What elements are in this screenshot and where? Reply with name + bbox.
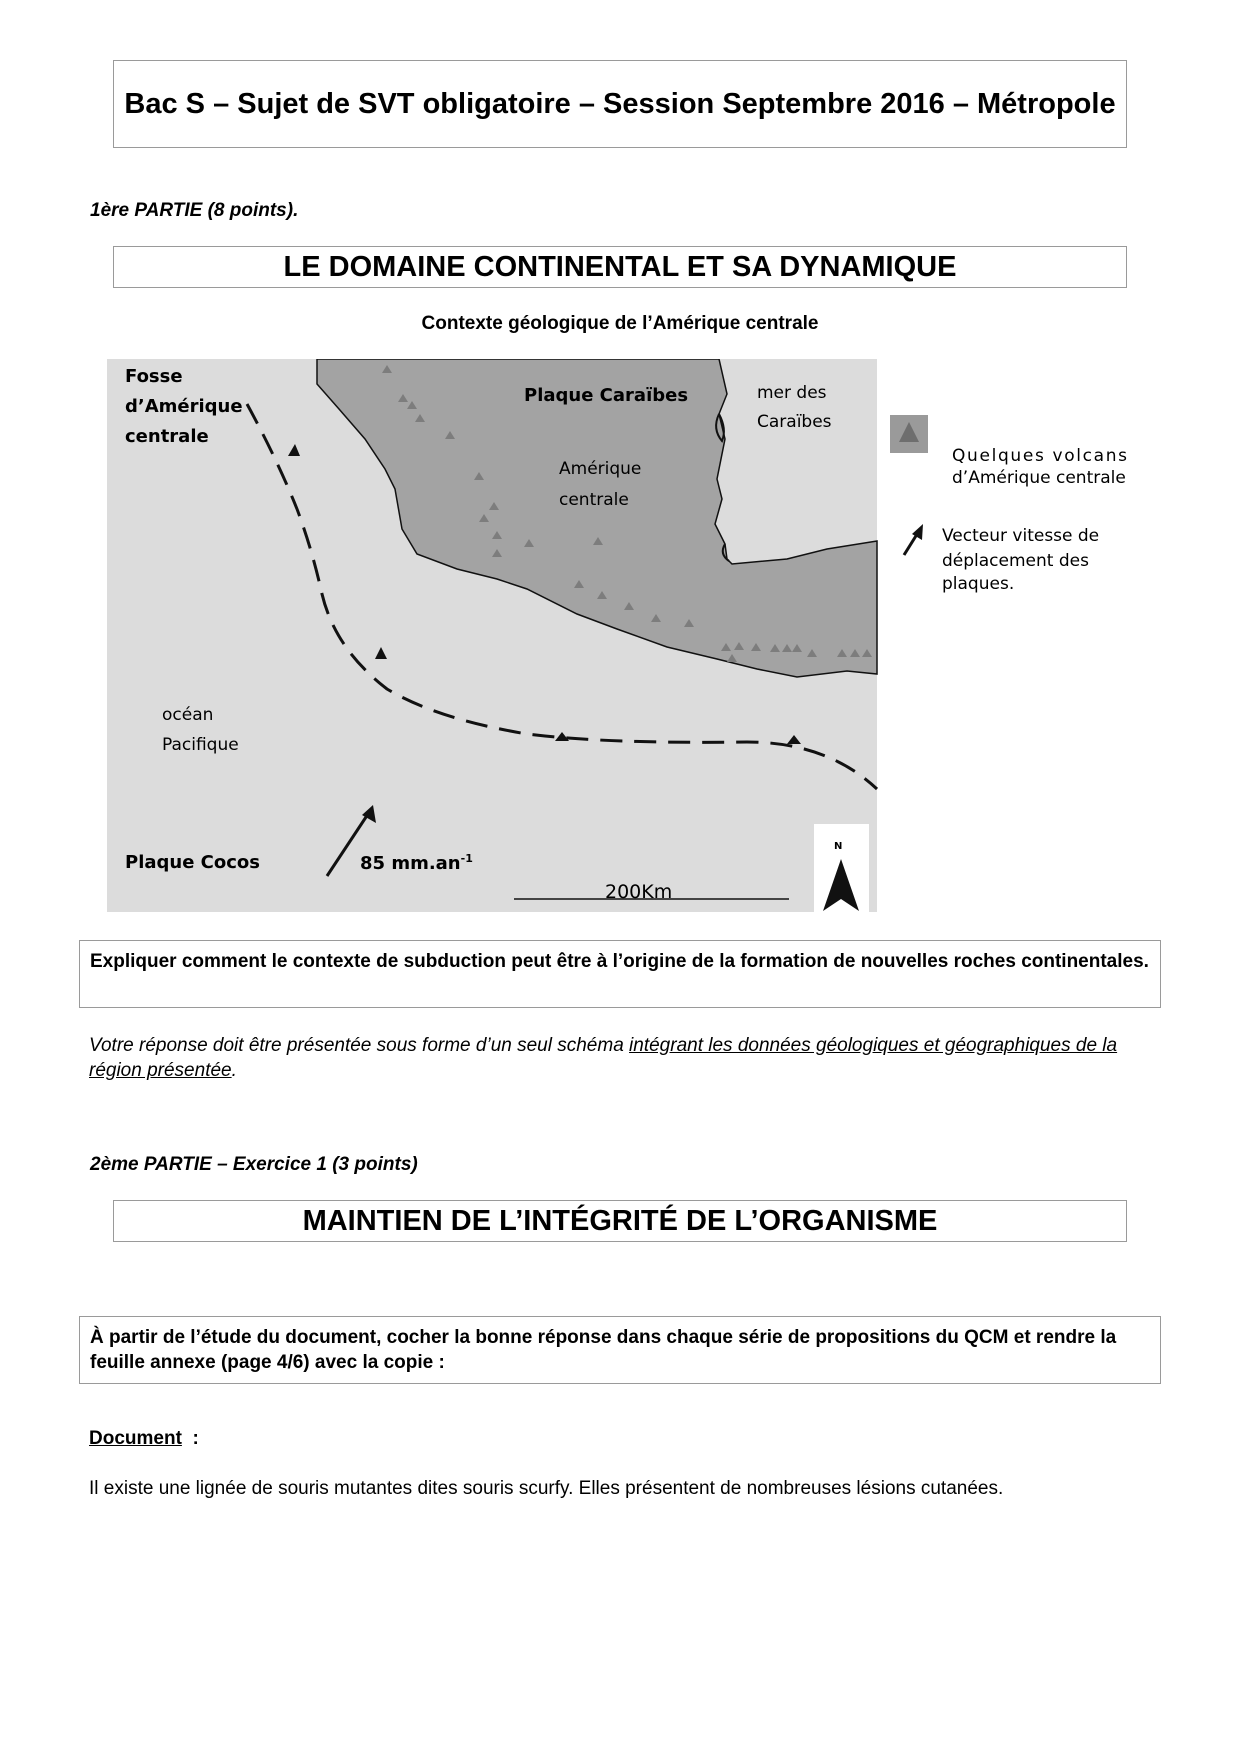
pacific-ocean-label: Pacifique bbox=[162, 735, 239, 755]
trench-label: Fosse bbox=[125, 366, 183, 387]
instruction-suffix: . bbox=[231, 1060, 237, 1081]
part1-heading-box bbox=[113, 246, 1127, 288]
document-heading bbox=[89, 1428, 199, 1450]
central-america-label: centrale bbox=[559, 490, 629, 510]
legend-volcano-label: d’Amérique centrale bbox=[952, 468, 1126, 488]
instruction-underlined-text: intégrant les données géologiques et géographiques de la région présentée bbox=[89, 1035, 1118, 1081]
central-america-label: Amérique bbox=[559, 459, 642, 479]
part2-question: À partir de l’étude du document, cocher la bonne réponse dans chaque série de propositions du QCM et rendre la feuille annexe (page 4/6) avec la copie : bbox=[90, 1327, 1117, 1373]
legend-vector-label: déplacement des bbox=[942, 551, 1089, 571]
trench-label: centrale bbox=[125, 426, 209, 447]
instruction-text: Votre réponse doit être présentée sous forme d’un seul schéma bbox=[89, 1035, 630, 1056]
document-text: Il existe une lignée de souris mutantes dites souris scurfy. Elles présentent de nombreuses lésions cutanées. bbox=[89, 1478, 1004, 1499]
header-title-box bbox=[113, 60, 1127, 148]
caribbean-sea-label: Caraïbes bbox=[757, 412, 832, 432]
part2-question-box bbox=[79, 1316, 1161, 1384]
part2-heading-box bbox=[113, 1200, 1127, 1242]
geology-map-figure bbox=[107, 359, 1127, 912]
document-label: Document bbox=[89, 1428, 182, 1449]
document-colon: : bbox=[192, 1428, 199, 1449]
caribbean-plate-label: Plaque Caraïbes bbox=[524, 385, 689, 406]
part2-heading: MAINTIEN DE L’INTÉGRITÉ DE L’ORGANISME bbox=[302, 1204, 938, 1237]
part1-heading: LE DOMAINE CONTINENTAL ET SA DYNAMIQUE bbox=[283, 250, 957, 283]
part2-label: 2ème PARTIE – Exercice 1 (3 points) bbox=[90, 1154, 418, 1175]
caribbean-sea-label: mer des bbox=[757, 383, 827, 403]
central-america-map bbox=[107, 359, 1127, 912]
velocity-label: 85 $mm.an^{-1}$ bbox=[360, 852, 473, 874]
part1-label: 1ère PARTIE (8 points). bbox=[90, 200, 299, 221]
north-label: N bbox=[834, 841, 843, 852]
legend-vector-label: Vecteur vitesse de bbox=[942, 526, 1100, 546]
part1-question-box bbox=[79, 940, 1161, 1008]
pacific-ocean-label: océan bbox=[162, 705, 214, 725]
part1-instruction bbox=[89, 1033, 1159, 1083]
scale-label: 200Km bbox=[605, 881, 673, 903]
cocos-plate-label: Plaque Cocos bbox=[125, 852, 261, 873]
part1-question: Expliquer comment le contexte de subduction peut être à l’origine de la formation de nouvelles roches continentales. bbox=[90, 951, 1149, 972]
legend-vector-label: plaques. bbox=[942, 574, 1015, 594]
figure-caption: Contexte géologique de l’Amérique centrale bbox=[421, 313, 819, 334]
legend-volcano-label: Quelques volcans bbox=[952, 446, 1127, 466]
trench-label: d’Amérique bbox=[125, 396, 243, 417]
document-title: Bac S – Sujet de SVT obligatoire – Session Septembre 2016 – Métropole bbox=[124, 87, 1116, 120]
